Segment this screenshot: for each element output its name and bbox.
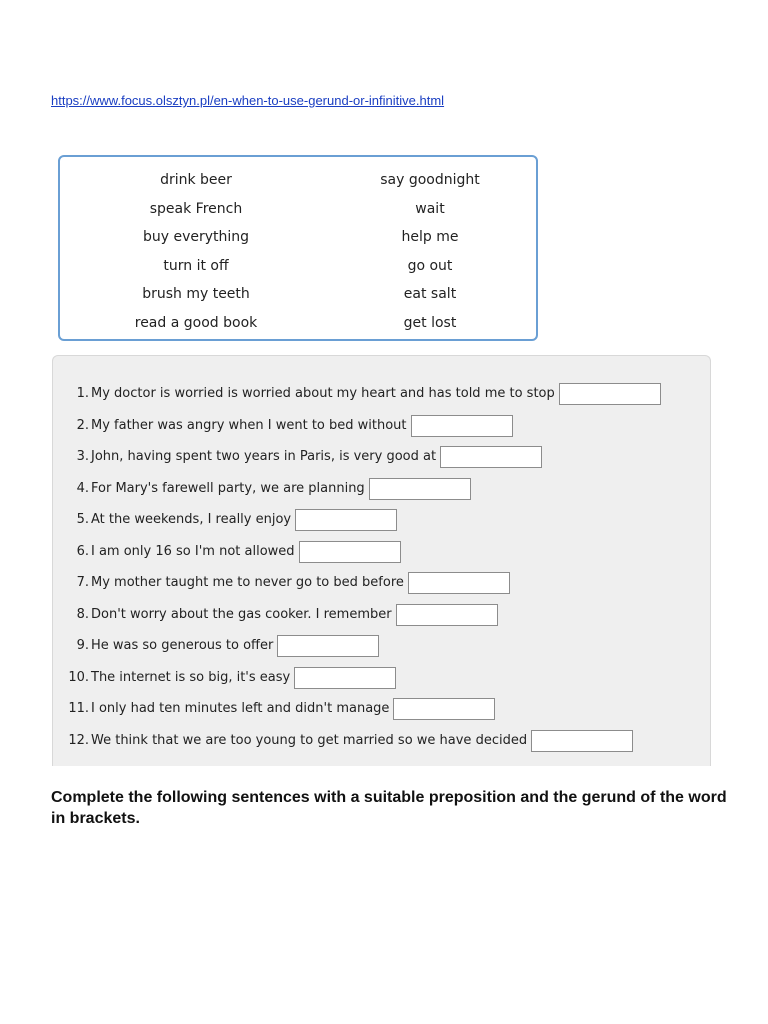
exercise-number: 12. bbox=[68, 733, 89, 748]
answer-input[interactable] bbox=[411, 415, 513, 437]
exercise-row bbox=[53, 571, 510, 594]
exercise-text: Don't worry about the gas cooker. I remember bbox=[91, 607, 392, 622]
exercise-row bbox=[53, 540, 401, 563]
source-link[interactable]: https://www.focus.olsztyn.pl/en-when-to-use-gerund-or-infinitive.html bbox=[51, 93, 445, 108]
word-item: drink beer bbox=[160, 172, 232, 188]
answer-input[interactable] bbox=[393, 698, 495, 720]
exercise-row bbox=[53, 382, 661, 405]
answer-input[interactable] bbox=[369, 478, 471, 500]
answer-input[interactable] bbox=[408, 572, 510, 594]
word-item: wait bbox=[415, 200, 445, 217]
exercise-row bbox=[53, 697, 495, 720]
word-item: say goodnight bbox=[380, 172, 480, 188]
exercise-number: 7. bbox=[76, 575, 89, 590]
exercise-text: John, having spent two years in Paris, is very good at bbox=[91, 449, 437, 464]
exercise-number: 10. bbox=[68, 670, 89, 685]
exercise-text: For Mary's farewell party, we are planning bbox=[91, 481, 365, 496]
exercise-number: 1. bbox=[76, 386, 89, 401]
exercise-text: I am only 16 so I'm not allowed bbox=[91, 544, 295, 559]
exercise-row bbox=[53, 603, 498, 626]
answer-input[interactable] bbox=[440, 446, 542, 468]
word-column-right bbox=[352, 166, 508, 338]
exercise-text: My mother taught me to never go to bed before bbox=[91, 575, 404, 590]
word-item: get lost bbox=[403, 314, 457, 331]
word-item: buy everything bbox=[142, 229, 250, 246]
exercise-row bbox=[53, 634, 379, 657]
word-item: help me bbox=[401, 229, 459, 246]
instructions-text: Complete the following sentences with a suitable preposition and the gerund of the word in brackets. bbox=[51, 789, 727, 827]
exercise-number: 6. bbox=[76, 544, 89, 559]
exercise-number: 4. bbox=[76, 481, 89, 496]
word-item: brush my teeth bbox=[142, 286, 250, 303]
exercise-row bbox=[53, 666, 396, 689]
exercise-row bbox=[53, 508, 397, 531]
word-column-left bbox=[118, 166, 274, 338]
exercise-row bbox=[53, 729, 633, 752]
word-box bbox=[58, 155, 538, 341]
exercise-panel bbox=[52, 355, 711, 766]
exercise-text: At the weekends, I really enjoy bbox=[91, 512, 292, 527]
exercise-number: 9. bbox=[76, 638, 89, 653]
exercise-number: 11. bbox=[68, 701, 89, 716]
exercise-text: I only had ten minutes left and didn't manage bbox=[91, 701, 390, 716]
exercise-number: 5. bbox=[76, 512, 89, 527]
exercise-row bbox=[53, 477, 471, 500]
exercise-number: 8. bbox=[76, 607, 89, 622]
answer-input[interactable] bbox=[294, 667, 396, 689]
answer-input[interactable] bbox=[277, 635, 379, 657]
exercise-text: My father was angry when I went to bed without bbox=[91, 418, 407, 433]
answer-input[interactable] bbox=[396, 604, 498, 626]
exercise-text: We think that we are too young to get married so we have decided bbox=[91, 733, 528, 748]
answer-input[interactable] bbox=[531, 730, 633, 752]
word-item: speak French bbox=[149, 200, 243, 217]
word-item: go out bbox=[407, 257, 453, 274]
exercise-row bbox=[53, 445, 542, 468]
exercise-row bbox=[53, 414, 513, 437]
answer-input[interactable] bbox=[295, 509, 397, 531]
exercise-text: He was so generous to offer bbox=[91, 638, 274, 653]
exercise-number: 3. bbox=[76, 449, 89, 464]
word-item: eat salt bbox=[403, 286, 457, 303]
answer-input[interactable] bbox=[299, 541, 401, 563]
exercise-text: My doctor is worried is worried about my heart and has told me to stop bbox=[91, 386, 555, 401]
exercise-number: 2. bbox=[76, 418, 89, 433]
word-item: turn it off bbox=[163, 257, 229, 274]
answer-input[interactable] bbox=[559, 383, 661, 405]
word-item: read a good book bbox=[134, 314, 258, 331]
exercise-text: The internet is so big, it's easy bbox=[91, 670, 291, 685]
